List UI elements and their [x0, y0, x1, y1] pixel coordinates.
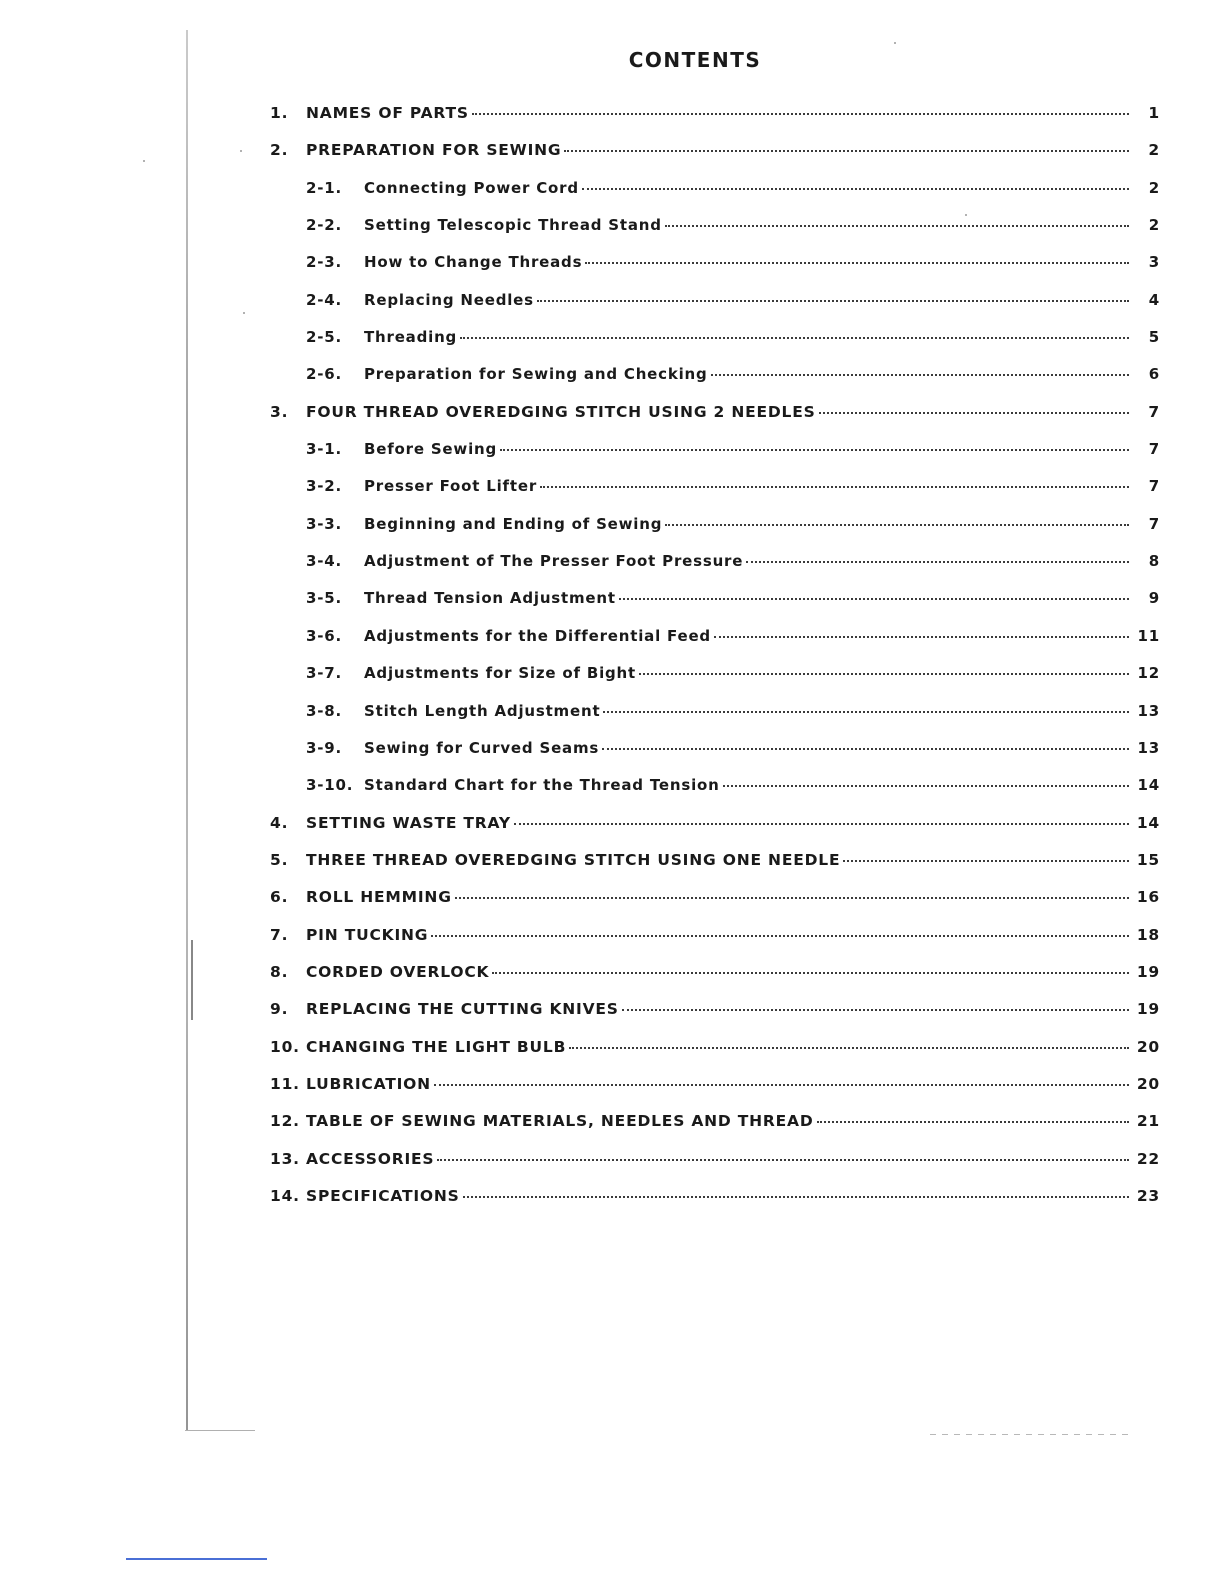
- toc-dot-leader: [431, 935, 1129, 937]
- toc-entry-label: Before Sewing: [364, 440, 498, 459]
- toc-entry-number: 11.: [270, 1074, 300, 1093]
- toc-entry-number: 6.: [270, 888, 289, 907]
- toc-entry-page-number: 7: [1148, 514, 1160, 533]
- toc-entry[interactable]: [270, 515, 1160, 552]
- toc-entry-page-number: 21: [1136, 1112, 1160, 1131]
- toc-dot-leader: [500, 449, 1129, 451]
- toc-entry-label: PIN TUCKING: [306, 925, 429, 944]
- toc-entry-page-number: 9: [1148, 589, 1160, 608]
- toc-entry-page-number: 15: [1136, 850, 1160, 869]
- toc-entry[interactable]: [270, 253, 1160, 290]
- toc-entry-label: ACCESSORIES: [306, 1149, 435, 1168]
- toc-entry-number: 2-2.: [306, 216, 342, 235]
- table-of-contents: [270, 104, 1160, 1224]
- toc-entry-label: Adjustment of The Presser Foot Pressure: [364, 552, 744, 571]
- toc-dot-leader: [472, 113, 1129, 115]
- toc-entry-label: Adjustments for Size of Bight: [364, 664, 637, 683]
- toc-entry[interactable]: [270, 104, 1160, 141]
- toc-entry-number: 2-1.: [306, 178, 342, 197]
- toc-entry-label: Setting Telescopic Thread Stand: [364, 216, 662, 235]
- page-binding-mark: [191, 940, 193, 1020]
- toc-entry-page-number: 4: [1148, 290, 1160, 309]
- toc-entry[interactable]: [270, 888, 1160, 925]
- toc-entry[interactable]: [270, 216, 1160, 253]
- toc-entry[interactable]: [270, 814, 1160, 851]
- toc-dot-leader: [639, 673, 1129, 675]
- toc-dot-leader: [619, 598, 1129, 600]
- toc-dot-leader: [514, 823, 1129, 825]
- toc-entry-page-number: 7: [1148, 440, 1160, 459]
- toc-entry-number: 14.: [270, 1186, 300, 1205]
- toc-dot-leader: [819, 412, 1129, 414]
- toc-dot-leader: [665, 225, 1129, 227]
- scan-artifact-dashes: [930, 1434, 1130, 1435]
- toc-entry[interactable]: [270, 477, 1160, 514]
- scan-speck: [143, 160, 145, 162]
- toc-entry-page-number: 1: [1148, 104, 1160, 122]
- toc-entry[interactable]: [270, 589, 1160, 626]
- toc-entry-label: CORDED OVERLOCK: [306, 962, 490, 981]
- toc-entry-page-number: 18: [1136, 925, 1160, 944]
- toc-entry-page-number: 14: [1137, 776, 1160, 795]
- toc-entry-page-number: 2: [1148, 178, 1160, 197]
- toc-entry-page-number: 2: [1148, 216, 1160, 235]
- toc-entry[interactable]: [270, 1187, 1160, 1224]
- toc-entry[interactable]: [270, 963, 1160, 1000]
- toc-entry-label: SETTING WASTE TRAY: [306, 813, 511, 832]
- toc-dot-leader: [492, 972, 1129, 974]
- toc-entry-number: 7.: [270, 925, 289, 944]
- toc-entry-number: 2-5.: [306, 328, 342, 347]
- toc-entry[interactable]: [270, 664, 1160, 701]
- toc-entry-page-number: 8: [1148, 552, 1160, 571]
- toc-entry-page-number: 13: [1137, 701, 1160, 720]
- toc-dot-leader: [817, 1121, 1129, 1123]
- toc-entry-label: Standard Chart for the Thread Tension: [364, 776, 720, 795]
- toc-dot-leader: [569, 1047, 1129, 1049]
- toc-dot-leader: [564, 150, 1129, 152]
- toc-entry-page-number: 14: [1136, 813, 1160, 832]
- scan-speck: [243, 312, 245, 314]
- toc-entry-number: 10.: [270, 1037, 300, 1056]
- toc-entry-page-number: 13: [1137, 738, 1160, 757]
- toc-entry-number: 13.: [270, 1149, 300, 1168]
- toc-entry-number: 2-3.: [306, 253, 342, 272]
- toc-entry-page-number: 7: [1148, 477, 1160, 496]
- toc-entry-number: 2.: [270, 141, 289, 160]
- toc-entry-page-number: 22: [1136, 1149, 1160, 1168]
- toc-entry-number: 3-5.: [306, 589, 342, 608]
- toc-dot-leader: [540, 486, 1129, 488]
- toc-entry-label: Beginning and Ending of Sewing: [364, 514, 663, 533]
- toc-entry-page-number: 19: [1136, 962, 1160, 981]
- toc-entry-label: Sewing for Curved Seams: [364, 738, 600, 757]
- toc-entry-label: NAMES OF PARTS: [306, 104, 469, 122]
- toc-dot-leader: [537, 300, 1129, 302]
- toc-entry-number: 3.: [270, 402, 289, 421]
- toc-entry[interactable]: [270, 776, 1160, 813]
- toc-entry-number: 3-7.: [306, 664, 342, 683]
- toc-dot-leader: [585, 262, 1129, 264]
- toc-entry-number: 1.: [270, 104, 289, 122]
- toc-entry-label: Replacing Needles: [364, 290, 534, 309]
- toc-entry[interactable]: [270, 291, 1160, 328]
- toc-entry-number: 4.: [270, 813, 289, 832]
- toc-entry-number: 2-4.: [306, 290, 342, 309]
- toc-entry[interactable]: [270, 1000, 1160, 1037]
- toc-entry[interactable]: [270, 1075, 1160, 1112]
- scan-artifact-line: [185, 1430, 255, 1431]
- toc-entry-number: 3-1.: [306, 440, 342, 459]
- toc-entry-label: TABLE OF SEWING MATERIALS, NEEDLES AND THREAD: [306, 1112, 814, 1131]
- toc-entry-number: 3-3.: [306, 514, 342, 533]
- toc-entry-page-number: 2: [1148, 141, 1160, 160]
- toc-entry-page-number: 16: [1136, 888, 1160, 907]
- toc-dot-leader: [437, 1159, 1129, 1161]
- toc-entry-label: REPLACING THE CUTTING KNIVES: [306, 1000, 619, 1019]
- toc-dot-leader: [582, 188, 1129, 190]
- toc-dot-leader: [463, 1196, 1129, 1198]
- toc-entry-page-number: 20: [1136, 1037, 1160, 1056]
- toc-entry-label: SPECIFICATIONS: [306, 1186, 460, 1205]
- toc-entry-page-number: 19: [1136, 1000, 1160, 1019]
- toc-entry-label: Adjustments for the Differential Feed: [364, 626, 711, 645]
- toc-dot-leader: [843, 860, 1129, 862]
- toc-entry[interactable]: [270, 403, 1160, 440]
- toc-entry-label: CHANGING THE LIGHT BULB: [306, 1037, 567, 1056]
- toc-entry-label: Preparation for Sewing and Checking: [364, 365, 708, 384]
- toc-entry-page-number: 7: [1148, 402, 1160, 421]
- toc-entry[interactable]: [270, 1038, 1160, 1075]
- toc-entry-page-number: 12: [1137, 664, 1160, 683]
- toc-dot-leader: [622, 1009, 1129, 1011]
- toc-entry-page-number: 23: [1136, 1186, 1160, 1205]
- toc-dot-leader: [711, 374, 1129, 376]
- toc-dot-leader: [603, 711, 1129, 713]
- toc-entry-number: 9.: [270, 1000, 289, 1019]
- toc-entry-page-number: 6: [1148, 365, 1160, 384]
- toc-entry-label: ROLL HEMMING: [306, 888, 452, 907]
- toc-entry-number: 3-8.: [306, 701, 342, 720]
- page-binding-edge: [186, 30, 188, 1430]
- toc-entry-label: Threading: [364, 328, 458, 347]
- toc-entry-label: Connecting Power Cord: [364, 178, 579, 197]
- toc-entry[interactable]: [270, 440, 1160, 477]
- toc-dot-leader: [455, 897, 1129, 899]
- toc-dot-leader: [434, 1084, 1129, 1086]
- toc-entry[interactable]: [270, 141, 1160, 178]
- toc-entry[interactable]: [270, 1150, 1160, 1187]
- toc-entry-number: 3-10.: [306, 776, 354, 795]
- toc-entry-page-number: 5: [1148, 328, 1160, 347]
- toc-entry-number: 3-6.: [306, 626, 342, 645]
- toc-entry-label: THREE THREAD OVEREDGING STITCH USING ONE NEEDLE: [306, 850, 841, 869]
- toc-entry[interactable]: [270, 702, 1160, 739]
- toc-dot-leader: [723, 785, 1129, 787]
- scan-speck: [240, 150, 242, 152]
- toc-entry-number: 5.: [270, 850, 289, 869]
- toc-entry-page-number: 11: [1137, 626, 1160, 645]
- toc-entry-page-number: 20: [1136, 1074, 1160, 1093]
- toc-entry-label: How to Change Threads: [364, 253, 583, 272]
- toc-entry-number: 3-2.: [306, 477, 342, 496]
- toc-entry[interactable]: [270, 179, 1160, 216]
- toc-entry[interactable]: [270, 552, 1160, 589]
- toc-entry-label: Thread Tension Adjustment: [364, 589, 616, 608]
- toc-entry-label: FOUR THREAD OVEREDGING STITCH USING 2 NEEDLES: [306, 402, 816, 421]
- toc-entry-number: 2-6.: [306, 365, 342, 384]
- toc-entry[interactable]: [270, 328, 1160, 365]
- scan-speck: [894, 42, 896, 44]
- bottom-link-underline: [126, 1558, 267, 1560]
- toc-entry[interactable]: [270, 627, 1160, 664]
- toc-entry-label: Presser Foot Lifter: [364, 477, 538, 496]
- toc-entry[interactable]: [270, 926, 1160, 963]
- page-title: CONTENTS: [628, 48, 762, 72]
- toc-entry-number: 12.: [270, 1112, 300, 1131]
- toc-entry-number: 8.: [270, 962, 289, 981]
- toc-dot-leader: [714, 636, 1129, 638]
- toc-entry[interactable]: [270, 365, 1160, 402]
- toc-entry[interactable]: [270, 739, 1160, 776]
- toc-entry[interactable]: [270, 1112, 1160, 1149]
- toc-entry[interactable]: [270, 851, 1160, 888]
- toc-entry-label: Stitch Length Adjustment: [364, 701, 601, 720]
- toc-entry-number: 3-4.: [306, 552, 342, 571]
- toc-dot-leader: [746, 561, 1129, 563]
- toc-dot-leader: [665, 524, 1129, 526]
- toc-entry-label: LUBRICATION: [306, 1074, 431, 1093]
- toc-dot-leader: [602, 748, 1129, 750]
- toc-entry-page-number: 3: [1148, 253, 1160, 272]
- toc-dot-leader: [460, 337, 1129, 339]
- toc-entry-label: PREPARATION FOR SEWING: [306, 141, 562, 160]
- toc-entry-number: 3-9.: [306, 738, 342, 757]
